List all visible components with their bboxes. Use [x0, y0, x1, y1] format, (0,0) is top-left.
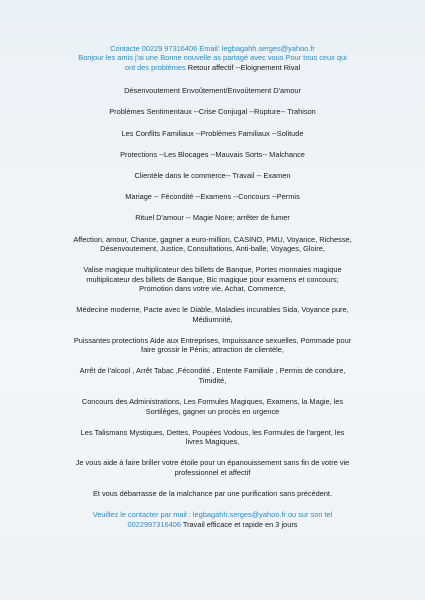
intro-line-2-blue: ont des problèmes [124, 62, 186, 72]
service-paragraph [40, 397, 385, 416]
footer-contact [40, 510, 385, 529]
paragraph-line: Clientèle dans le commerce-- Travail -- Examen [134, 171, 291, 181]
paragraph-line: professionnel et affectif [174, 467, 251, 477]
service-paragraph [40, 458, 385, 477]
paragraph-line: Puissantes protections Aide aux Entreprises, Impuissance sexuelles, Pommade pour [73, 335, 352, 345]
paragraph-line: Et vous débarrasse de la malchance par une purification sans précédent. [92, 488, 333, 498]
service-list [40, 86, 385, 498]
contact-line: Contacte 00229 97316406 Email: legbagahh.serges@yahoo.fr [110, 44, 315, 53]
service-paragraph [40, 171, 385, 180]
intro-line-2-dark: Retour affectif --Eloignement Rival [185, 62, 301, 72]
service-paragraph [40, 107, 385, 116]
service-paragraph [40, 265, 385, 293]
paragraph-line: Désenvoutement Envoûtement/Envoûtement D'amour [124, 86, 301, 96]
paragraph-line: livres Magiques, [185, 437, 240, 447]
paragraph-line: Médiumnité, [192, 314, 233, 324]
service-paragraph [40, 129, 385, 138]
service-paragraph [40, 428, 385, 447]
paragraph-line: multiplicateur des billets de Banque, Bic magique pour examens et concours; [86, 274, 339, 284]
footer-tagline: Travail efficace et rapide en 3 jours [180, 519, 298, 529]
paragraph-line: Je vous aide à faire briller votre étoile pour un épanouissement sans fin de votre vie [75, 458, 350, 468]
paragraph-line: Problèmes Sentimentaux --Crise Conjugal --Rupture-- Trahison [109, 107, 316, 117]
footer-line-2 [40, 520, 385, 529]
paragraph-line: Affection, amour, Chance, gagner a euro-million, CASINO, PMU, Voyance, Richesse, [73, 234, 352, 244]
service-paragraph [40, 213, 385, 222]
service-paragraph [40, 150, 385, 159]
paragraph-line: Valise magique multiplicateur des billets de Banque, Portes monnaies magique [83, 265, 342, 275]
paragraph-line: Mariage -- Fécondité --Examens --Concours --Permis [125, 192, 300, 202]
paragraph-line: Concours des Administrations, Les Formules Magiques, Examens, la Magie, les [81, 397, 344, 407]
service-paragraph [40, 86, 385, 95]
footer-line-1: Veuillez le contacter par mail : legbagahh.serges@yahoo.fr ou sur son tel [92, 510, 333, 520]
paragraph-line: Protections --Les Blocages --Mauvais Sorts-- Malchance [120, 149, 305, 159]
service-paragraph [40, 192, 385, 201]
intro-line: Bonjour les amis j'ai une Bonne nouvelle as partagé avec vous Pour tous ceux qui [78, 53, 347, 63]
service-paragraph [40, 336, 385, 355]
paragraph-line: Sortilèges, gagner un procès en urgence [145, 406, 280, 416]
document-body [40, 44, 385, 541]
service-paragraph [40, 305, 385, 324]
paragraph-line: Timidité, [198, 375, 227, 385]
service-paragraph [40, 235, 385, 254]
paragraph-line: Arrêt de l'alcool , Arrêt Tabac ,Fécondité , Entente Familiale , Permis de conduire, [79, 366, 346, 376]
footer-phone: 0022997316406 [127, 519, 181, 529]
paragraph-line: Promotion dans votre vie, Achat, Commerce, [139, 284, 286, 294]
intro-block [40, 44, 385, 72]
service-paragraph [40, 489, 385, 498]
paragraph-line: Médecine moderne, Pacte avec le Diable, Maladies incurables Sida, Voyance pure, [76, 305, 349, 315]
paragraph-line: faire grossir le Pénis; attraction de clientèle, [141, 345, 284, 355]
paragraph-line: Rituel D'amour -- Magie Noire; arrêter de fumer [135, 213, 290, 223]
paragraph-line: Désenvoutement, Justice, Consultations, Anti-balle, Voyages, Gloire, [100, 244, 325, 254]
service-paragraph [40, 366, 385, 385]
paragraph-line: Les Talismans Mystiques, Dettes, Poupées Vodous, les Formules de l'argent, les [80, 427, 345, 437]
intro-line-2 [40, 63, 385, 72]
paragraph-line: Les Conflits Familiaux --Problèmes Familiaux --Solitude [121, 128, 304, 138]
